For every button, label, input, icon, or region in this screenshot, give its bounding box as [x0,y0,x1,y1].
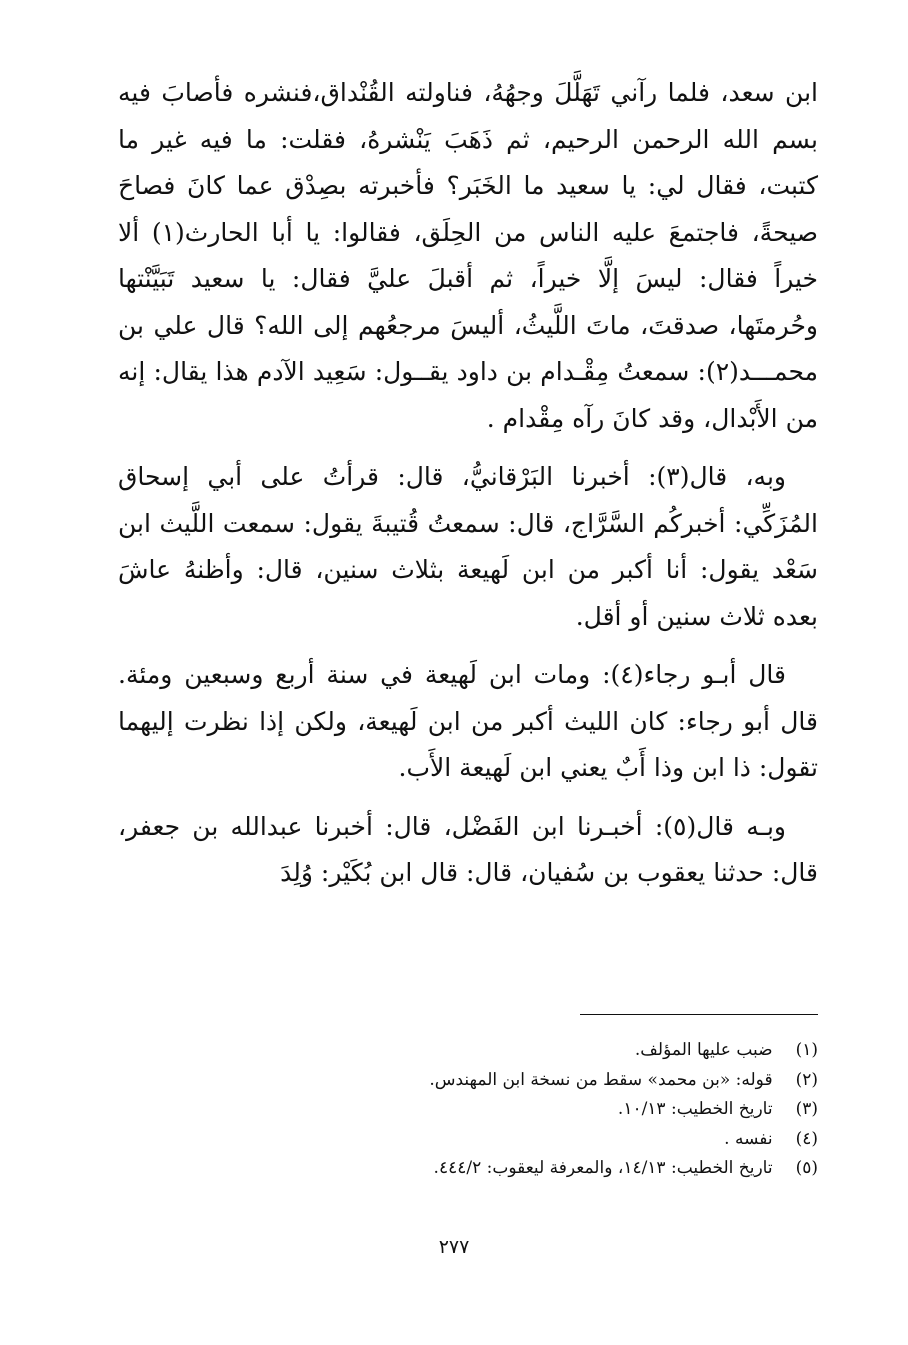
footnote-4 [200,1125,818,1155]
main-text [118,70,818,897]
footnote-divider [580,1014,818,1015]
footnote-text: ضبب عليها المؤلف. [634,1040,773,1060]
paragraph-3: قال أبـو رجاء(٤): ومات ابن لَهيعة في سنة أربع وسبعين ومئة. قال أبو رجاء: كان الليث أكبر من ابن لَهيعة، ولكن إذا نظرت إليهما تقول: ذا ابن وذا أَبٌ يعني ابن لَهيعة الأَب. [118,660,818,782]
paragraph-2: وبه، قال(٣): أخبرنا البَرْقانيُّ، قال: قرأتُ على أبي إسحاق المُزَكِّي: أخبركُم السَّرَّاج، قال: سمعتُ قُتيبةَ يقول: سمعت اللَّيث ابن سَعْد يقول: أنا أكبر من ابن لَهيعة بثلاث سنين، قال: وأظنهُ عاشَ بعده ثلاث سنين أو أقل. [118,462,818,631]
footnote-text: قوله: «بن محمد» سقط من نسخة ابن المهندس. [429,1069,773,1090]
footnote-1 [200,1036,818,1066]
footnote-number: (١) [795,1040,818,1060]
footnote-text: تاريخ الخطيب: ١٠/١٣. [617,1099,773,1119]
footnote-number: (٣) [795,1099,818,1119]
paragraph-1: ابن سعد، فلما رآني تَهَلَّلَ وجهُهُ، فناولته القُنْداق،فنشره فأصابَ فيه بسم الله الرحمن الرحيم، ثم ذَهَبَ يَنْشرهُ، فقلت: ما فيه غير ما كتبت، فقال لي: يا سعيد ما الخَبَر؟ فأخبرته بصِدْق عما كانَ فصاحَ صيحةً، فاجتمعَ عليه الناس من الحِلَق، فقالوا: يا أبا الحارث(١) ألا خيراً فقال: ليسَ إلَّا خيراً، ثم أقبلَ عليَّ فقال: يا سعيد تَبَيَّنْتها وحُرمتَها، صدقتَ، ماتَ اللَّيثُ، أليسَ مرجعُهم إلى الله؟ قال علي بن محمـــد(٢): سمعتُ مِقْـدام بن داود يقــول: سَعِيد الآدم هذا يقال: إنه من الأَبْدال، وقد كانَ رآه مِقْدام . [118,78,818,433]
footnote-number: (٤) [795,1128,818,1149]
paragraph-4: وبـه قال(٥): أخبـرنا ابن الفَضْل، قال: أخبرنا عبدالله بن جعفر، قال: حدثنا يعقوب بن سُفيان، قال: قال ابن بُكَيْر: وُلِدَ [118,811,818,887]
footnote-text: نفسه . [724,1128,773,1149]
page-number: ٢٧٧ [438,1236,470,1258]
footnote-number: (٢) [795,1069,818,1090]
footnote-text: تاريخ الخطيب: ١٤/١٣، والمعرفة ليعقوب: ٤٤٤/٢. [433,1158,773,1178]
footnote-2 [200,1066,818,1096]
footnotes [200,1036,818,1184]
footnote-3 [200,1095,818,1125]
footnote-number: (٥) [795,1158,818,1178]
footnote-5 [200,1154,818,1184]
